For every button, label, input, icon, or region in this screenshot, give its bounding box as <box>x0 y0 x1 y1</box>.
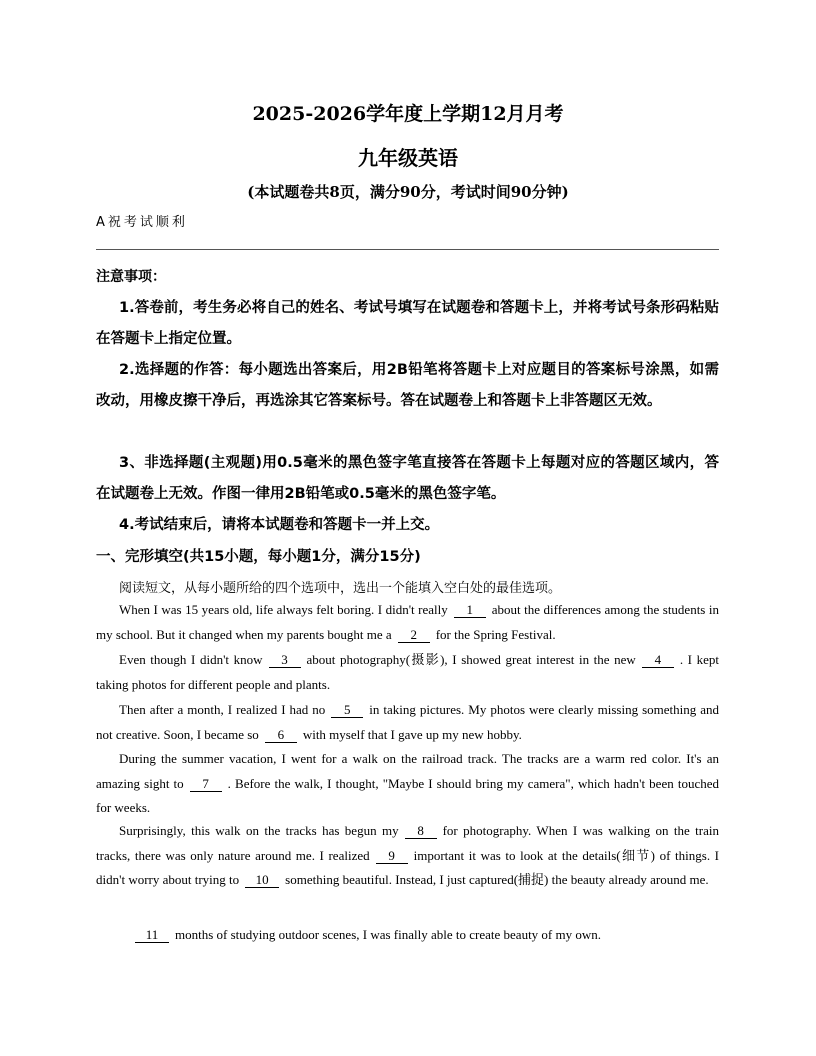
passage-paragraph-2 <box>96 648 719 697</box>
passage-text: . I kept taking photos for different people and plants. <box>96 652 719 692</box>
blank-9: 9 <box>376 848 408 864</box>
blank-5: 5 <box>331 702 363 718</box>
notice-item-4: 4.考试结束后，请将本试题卷和答题卡一并上交。 <box>119 517 440 533</box>
passage-text: for photography. When I was walking on the train tracks, there was only nature around me. I realized <box>96 823 719 863</box>
section-instruction: 阅读短文，从每小题所给的四个选项中，选出一个能填入空白处的最佳选项。 <box>119 581 562 596</box>
blank-8: 8 <box>405 823 437 839</box>
passage-text: for the Spring Festival. <box>435 626 556 642</box>
exam-subject: 九年级英语 <box>358 146 458 170</box>
blank-7: 7 <box>190 776 222 792</box>
exam-info: (本试题卷共8页，满分90分，考试时间90分钟) <box>247 183 569 201</box>
passage-text: Then after a month, I realized I had no <box>119 702 326 717</box>
exam-title: 2025-2026学年度上学期12月月考 <box>252 103 564 125</box>
passage-paragraph-5 <box>96 819 719 893</box>
notice-item-3: 3、非选择题(主观题)用0.5毫米的黑色签字笔直接答在答题卡上每题对应的答题区域内，答在试题卷上无效。作图一律用2B铅笔或0.5毫米的黑色签字笔。 <box>96 455 719 502</box>
passage-text: something beautiful. Instead, I just captured(捕捉) the beauty already around me. <box>285 872 709 888</box>
blank-6: 6 <box>265 727 297 743</box>
passage-text: about the differences among the students in my school. But it changed when my parents bought me a <box>96 602 719 642</box>
passage-paragraph-3 <box>96 698 719 747</box>
divider <box>96 249 719 250</box>
notice-item-2: 2.选择题的作答：每小题选出答案后，用2B铅笔将答题卡上对应题目的答案标号涂黑，如需改动，用橡皮擦干净后，再选涂其它答案标号。答在试题卷上和答题卡上非答题区无效。 <box>96 362 719 409</box>
notice-item-1: 1.答卷前，考生务必将自己的姓名、考试号填写在试题卷和答题卡上，并将考试号条形码粘贴在答题卡上指定位置。 <box>96 300 719 347</box>
passage-text: with myself that I gave up my new hobby. <box>302 726 522 742</box>
passage-text: in taking pictures. My photos were clearly missing something and not creative. Soon, I became so <box>96 702 720 742</box>
blank-11: 11 <box>135 927 169 943</box>
good-luck-text: A祝考试顺利 <box>96 215 188 230</box>
notes-heading: 注意事项： <box>96 269 166 285</box>
passage-text: . Before the walk, I thought, "Maybe I should bring my camera", which hadn't been touched for weeks. <box>96 775 719 816</box>
passage-text: Even though I didn't know <box>119 652 263 667</box>
blank-10: 10 <box>245 872 279 888</box>
section-heading: 一、完形填空(共15小题，每小题1分，满分15分) <box>96 549 421 565</box>
blank-3: 3 <box>269 652 301 668</box>
passage-text: about photography(摄影), I showed great interest in the new <box>306 652 636 667</box>
blank-1: 1 <box>454 602 486 618</box>
passage-text: When I was 15 years old, life always felt boring. I didn't really <box>119 602 448 617</box>
passage-paragraph-6 <box>96 923 719 948</box>
passage-text: important it was to look at the details(细节) of things. I didn't worry about trying to <box>96 847 719 888</box>
passage-text: months of studying outdoor scenes, I was finally able to create beauty of my own. <box>175 927 602 942</box>
blank-4: 4 <box>642 652 674 668</box>
blank-2: 2 <box>398 627 430 643</box>
passage-paragraph-4 <box>96 747 719 821</box>
passage-paragraph-1 <box>96 598 719 647</box>
passage-text: During the summer vacation, I went for a walk on the railroad track. The tracks are a warm red color. It's an amazing sight to <box>96 751 719 791</box>
passage-text: Surprisingly, this walk on the tracks has begun my <box>119 823 399 838</box>
